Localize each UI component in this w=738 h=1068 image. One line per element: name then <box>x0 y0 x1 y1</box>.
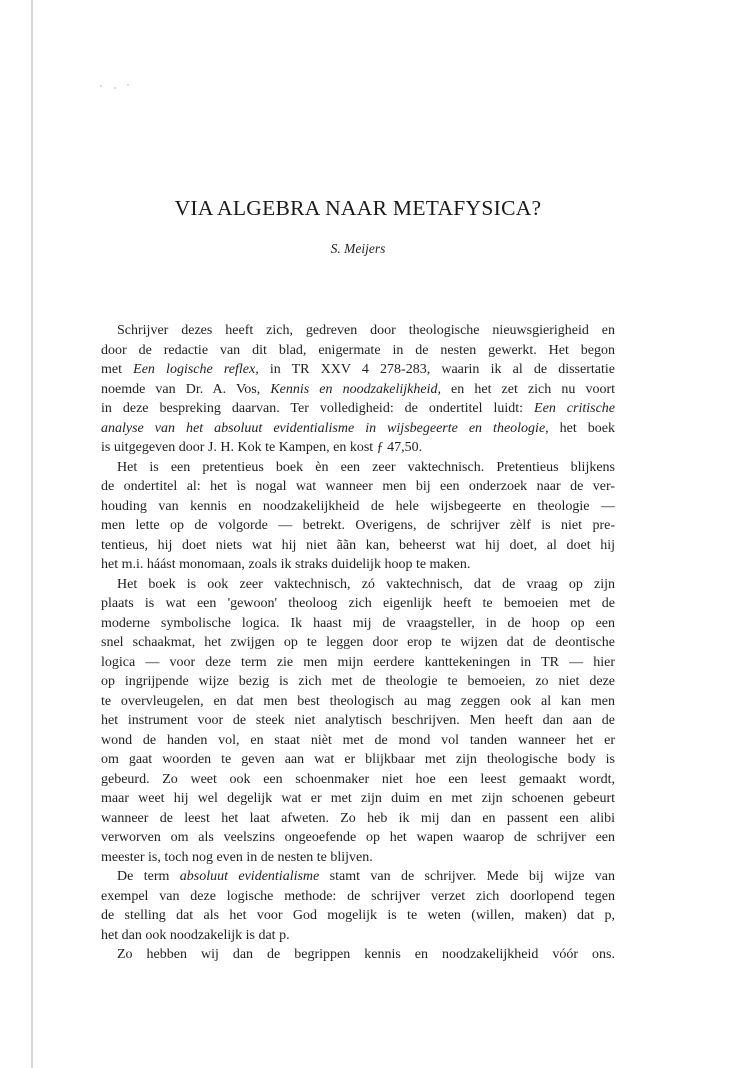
text-line: gebeurd. Zo weet ook een schoenmaker niet hoe een leest gemaakt wordt, <box>101 771 615 787</box>
text-line: houding van kennis en noodzakelijkheid de hele wijsbegeerte en theologie — <box>101 498 615 514</box>
text-segment: in deze bespreking daarvan. Ter volledigheid: de ondertitel luidt: <box>101 401 535 416</box>
text-line: exempel van deze logische methode: de schrijver verzet zich doorlopend tegen <box>101 888 615 904</box>
text-line: het m.i. háást monomaan, zoals ik straks duidelijk hoop te maken. <box>101 557 471 572</box>
text-segment: De term <box>117 869 180 884</box>
text-line: Het is een pretentieus boek èn een zeer vaktechnisch. Pretentieus blijkens <box>117 459 615 475</box>
article-body <box>101 321 615 965</box>
text-line: door de redactie van dit blad, enigermate in de nesten gewerkt. Het begon <box>101 342 615 358</box>
italic-text: analyse van het absoluut evidentialisme in wijsbegeerte en theologie, <box>101 420 549 436</box>
text-line: Zo hebben wij dan de begrippen kennis en noodzakelijkheid vóór ons. <box>117 947 615 962</box>
text-segment: stamt van de schrijver. Mede bij wijze van <box>319 869 616 884</box>
text-line: tentieus, hij doet niets wat hij niet ããn kan, beheerst wat hij doet, al doet hij <box>101 537 615 553</box>
text-segment: noemde van Dr. A. Vos, <box>101 381 271 397</box>
scan-speckles <box>100 82 136 90</box>
italic-text: Een critische <box>534 401 615 416</box>
text-line <box>101 360 615 380</box>
text-line: plaats is wat een 'gewoon' theoloog zich eigenlijk heeft te bemoeien met de <box>101 596 615 611</box>
text-line: de ondertitel al: het ìs nogal wat wanneer men bij een onderzoek naar de ver- <box>101 479 615 494</box>
text-line <box>101 399 615 419</box>
text-line: te overvleugelen, en dat men best theologisch au mag zeggen ook al kan men <box>101 693 615 709</box>
text-line <box>101 867 615 887</box>
article-title: VIA ALGEBRA NAAR METAFYSICA? <box>174 196 542 220</box>
article-author: S. Meijers <box>330 241 386 256</box>
text-line: Het boek is ook zeer vaktechnisch, zó vaktechnisch, dat de vraag op zijn <box>117 576 615 592</box>
text-line: maar weet hij wel degelijk wat er met zijn duim en met zijn schoenen gebeurt <box>101 791 615 806</box>
text-line: de stelling dat als het voor God mogelijk is te weten (willen, maken) dat p, <box>101 908 615 923</box>
text-line: het dan ook noodzakelijk is dat p. <box>101 927 290 943</box>
text-segment: het boek <box>548 420 615 436</box>
text-line: snel schaakmat, het zwijgen op te leggen door erop te wijzen dat de deontische <box>101 635 615 650</box>
text-segment: in TR XXV 4 278-283, waarin ik al de dissertatie <box>258 362 615 377</box>
text-line: men lette op de volgorde — betrekt. Overigens, de schrijver zèlf is niet pre- <box>101 518 615 533</box>
text-line <box>101 380 615 400</box>
text-segment: met <box>101 362 134 377</box>
italic-text: Kennis en noodzakelijkheid, <box>270 381 441 397</box>
text-line: Schrijver dezes heeft zich, gedreven door theologische nieuwsgierigheid en <box>117 323 615 338</box>
italic-text: absoluut evidentialisme <box>179 869 320 884</box>
italic-text: Een logische reflex, <box>133 362 259 377</box>
text-line: verworven om als veelszins ongeoefende op het wapen waarop de schrijver een <box>101 830 615 845</box>
text-line: meester is, toch nog even in de nesten te blijven. <box>101 849 373 865</box>
text-line: moderne symbolische logica. Ik haast mij de vraagsteller, in de hoop op een <box>101 615 615 631</box>
text-line: is uitgegeven door J. H. Kok te Kampen, en kost ƒ 47,50. <box>101 440 423 455</box>
text-segment: en het zet zich nu voort <box>440 381 615 397</box>
text-line: om gaat woorden te geven aan wat er blijkbaar met zijn theologische body is <box>101 752 615 767</box>
text-line: het instrument voor de steek niet analytisch beschrijven. Men heeft dan aan de <box>101 713 615 728</box>
text-line: wond de handen vol, en staat nièt met de mond vol tanden wanneer het er <box>101 732 615 748</box>
page-left-edge <box>31 0 33 1068</box>
text-line <box>101 419 615 439</box>
text-line: wanneer de leest het laat afweten. Zo heb ik mij dan en passent een alibi <box>101 810 615 826</box>
text-line: op ingrijpende wijze bezig is zich met de theologie te bemoeien, zo niet deze <box>101 674 615 689</box>
text-line: logica — voor deze term zie men mijn eerdere kanttekeningen in TR — hier <box>101 654 615 670</box>
